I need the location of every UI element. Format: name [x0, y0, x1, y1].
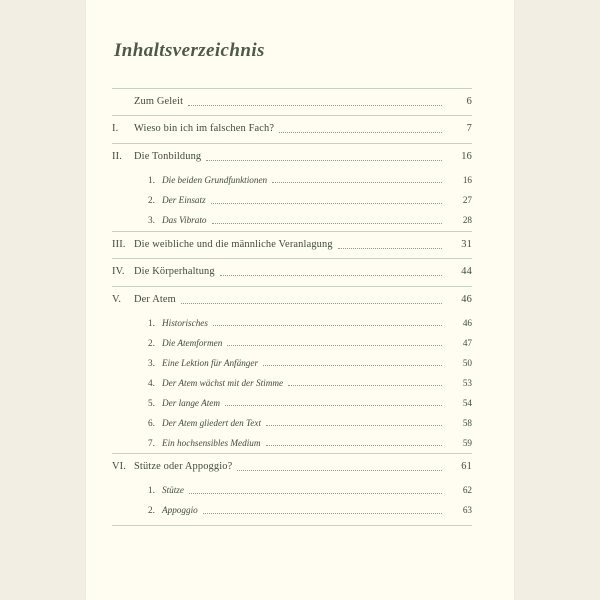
toc-entry[interactable]	[112, 333, 472, 353]
toc-entry-page: 54	[462, 397, 472, 408]
toc-entry-number: III.	[112, 238, 126, 250]
toc-entry[interactable]	[112, 413, 472, 433]
toc-entry-page: 6	[466, 96, 472, 107]
toc-entry-number: 7.	[148, 437, 155, 448]
toc-entry[interactable]	[112, 231, 472, 258]
toc-entry-number: 3.	[148, 215, 155, 226]
page-content	[112, 40, 472, 526]
toc-entry-label: Zum Geleit	[134, 96, 184, 107]
toc-entry-label: Eine Lektion für Anfänger	[162, 357, 259, 368]
toc-entry-page: 58	[462, 417, 472, 428]
toc-entry-label: Der Atem wächst mit der Stimme	[162, 377, 284, 388]
toc-entry-page: 63	[462, 505, 472, 516]
toc-entry-label: Die Atemformen	[162, 337, 223, 348]
toc-entry[interactable]	[112, 501, 472, 521]
toc-entry-page: 62	[462, 485, 472, 496]
toc-entry[interactable]	[112, 88, 472, 115]
toc-entry[interactable]	[112, 115, 472, 142]
toc-entry-label: Der Einsatz	[162, 194, 206, 205]
toc-entry-number: 4.	[148, 377, 155, 388]
toc-entry-page: 46	[461, 293, 472, 305]
toc-entry[interactable]	[112, 353, 472, 373]
toc-entry-leader	[212, 222, 443, 224]
toc-entry-leader	[266, 424, 442, 426]
toc-entry-number: 2.	[148, 194, 155, 205]
toc-entry-page: 47	[462, 337, 472, 348]
toc-entry[interactable]	[112, 481, 472, 501]
toc-entry-number: I.	[112, 123, 119, 135]
toc-entry-number: IV.	[112, 266, 125, 278]
toc-entry-label: Der Atem gliedert den Text	[162, 417, 262, 428]
table-of-contents	[112, 88, 472, 526]
toc-entry[interactable]	[112, 286, 472, 313]
toc-entry-page: 28	[462, 215, 472, 226]
toc-entry[interactable]	[112, 170, 472, 190]
toc-entry-leader	[263, 364, 442, 366]
toc-entry-label: Der lange Atem	[162, 397, 221, 408]
toc-entry-leader	[272, 181, 442, 183]
toc-entry-leader	[211, 202, 442, 204]
toc-entry-label: Das Vibrato	[162, 215, 207, 226]
toc-entry[interactable]	[112, 143, 472, 170]
toc-entry-number: 3.	[148, 357, 155, 368]
toc-entry-label: Stütze	[162, 485, 184, 496]
toc-entry-number: 6.	[148, 417, 155, 428]
toc-entry[interactable]	[112, 313, 472, 333]
toc-entry[interactable]	[112, 211, 472, 231]
toc-entry-leader	[279, 131, 442, 133]
toc-entry-page: 53	[462, 377, 472, 388]
toc-entry-number: 5.	[148, 397, 155, 408]
toc-entry-label: Wieso bin ich im falschen Fach?	[134, 123, 275, 135]
toc-entry-label: Der Atem	[134, 293, 176, 305]
toc-entry-number: V.	[112, 293, 122, 305]
toc-entry-label: Ein hochsensibles Medium	[162, 437, 261, 448]
toc-bottom-rule	[112, 525, 472, 526]
toc-entry-leader	[206, 159, 442, 161]
toc-entry-page: 7	[466, 123, 472, 135]
toc-entry-number: 1.	[148, 174, 155, 185]
toc-entry-leader	[288, 384, 442, 386]
toc-entry-leader	[266, 444, 443, 446]
toc-entry-leader	[225, 404, 442, 406]
toc-entry-leader	[338, 247, 442, 249]
toc-entry-label: Die beiden Grundfunktionen	[162, 174, 268, 185]
toc-entry-leader	[237, 469, 442, 471]
toc-entry-number: 1.	[148, 485, 155, 496]
toc-entry-number: 2.	[148, 505, 155, 516]
toc-entry[interactable]	[112, 258, 472, 285]
toc-entry-label: Die Körperhaltung	[134, 266, 215, 278]
toc-entry-leader	[227, 344, 442, 346]
toc-entry-number: 2.	[148, 337, 155, 348]
page-title: Inhaltsverzeichnis	[114, 40, 265, 61]
toc-entry-label: Die Tonbildung	[134, 150, 202, 162]
toc-entry-leader	[203, 512, 442, 514]
toc-entry-page: 46	[462, 317, 472, 328]
toc-entry-leader	[181, 302, 442, 304]
toc-entry-page: 61	[461, 461, 472, 473]
toc-entry-number: 1.	[148, 317, 155, 328]
toc-entry[interactable]	[112, 433, 472, 453]
toc-entry[interactable]	[112, 190, 472, 210]
toc-entry-label: Die weibliche und die männliche Veranlagung	[134, 238, 333, 250]
toc-entry-page: 27	[462, 194, 472, 205]
toc-entry[interactable]	[112, 373, 472, 393]
toc-entry-label: Appoggio	[162, 505, 198, 516]
toc-entry-leader	[213, 324, 442, 326]
toc-entry-page: 16	[462, 174, 472, 185]
toc-entry-number: II.	[112, 150, 122, 162]
toc-entry-leader	[189, 492, 442, 494]
toc-entry-page: 44	[461, 266, 472, 278]
toc-entry-label: Historisches	[162, 317, 208, 328]
document-page	[86, 0, 514, 600]
toc-entry[interactable]	[112, 393, 472, 413]
toc-entry-number: VI.	[112, 461, 127, 473]
toc-entry-leader	[188, 104, 442, 106]
toc-entry-page: 31	[461, 238, 472, 250]
toc-entry-page: 59	[462, 437, 472, 448]
toc-entry-leader	[220, 274, 442, 276]
toc-entry-page: 16	[461, 150, 472, 162]
toc-entry[interactable]	[112, 453, 472, 480]
toc-entry-page: 50	[462, 357, 472, 368]
toc-entry-label: Stütze oder Appoggio?	[134, 461, 233, 473]
